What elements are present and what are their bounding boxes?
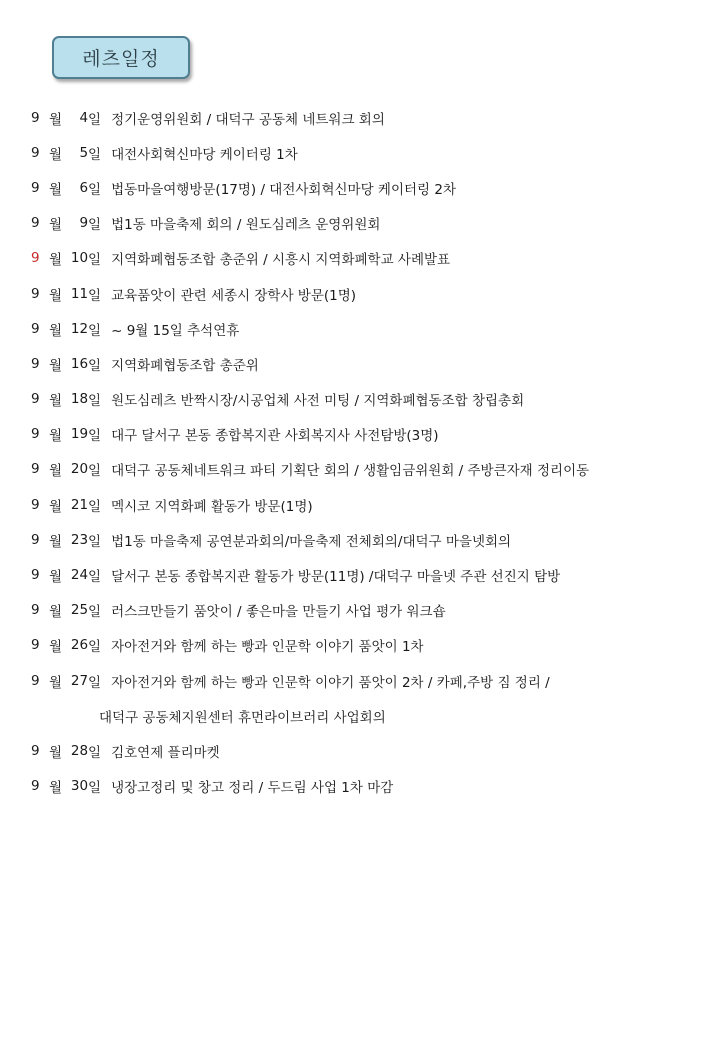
row-content: 원도심레츠 반짝시장/시공업체 사전 미팅 / 지역화폐협동조합 창립총회 [111,393,525,410]
day-unit: 일 [88,322,102,339]
row-month: 9 [31,320,40,337]
row-day: 21 [70,496,89,513]
row-month: 9 [31,531,40,548]
row-content: 정기운영위원회 / 대덕구 공동체 네트워크 회의 [111,111,385,128]
day-unit: 일 [88,744,102,761]
row-day: 28 [70,742,89,759]
month-unit: 월 [49,428,63,445]
schedule-row [31,135,701,170]
schedule-row [31,311,701,346]
row-month: 9 [31,778,40,795]
month-unit: 월 [49,393,63,410]
title-badge [52,36,190,79]
schedule-row [31,346,701,381]
row-day: 24 [70,567,89,584]
day-unit: 일 [88,533,102,550]
day-unit: 일 [88,780,102,797]
row-content: 대덕구 공동체네트워크 파티 기획단 회의 / 생활임금위원회 / 주방큰자재 정리이동 [111,463,590,480]
row-content: 법동마을여행방문(17명) / 대전사회혁신마당 케이터링 2차 [111,181,457,198]
month-unit: 월 [49,463,63,480]
row-content: 자아전거와 함께 하는 빵과 인문학 이야기 품앗이 2차 / 카페,주방 짐 정리 / [111,674,550,691]
month-unit: 월 [49,111,63,128]
day-unit: 일 [88,498,102,515]
month-unit: 월 [49,639,63,656]
day-unit: 일 [88,111,102,128]
row-month: 9 [31,637,40,654]
schedule-row [31,522,701,557]
schedule-row [31,170,701,205]
day-unit: 일 [88,393,102,410]
row-day: 11 [70,285,89,302]
schedule-row-continuation [31,698,701,733]
row-content: 자아전거와 함께 하는 빵과 인문학 이야기 품앗이 1차 [111,639,424,656]
month-unit: 월 [49,252,63,269]
day-unit: 일 [88,252,102,269]
row-month: 9 [31,215,40,232]
day-unit: 일 [88,604,102,621]
schedule-list [31,100,701,804]
month-unit: 월 [49,604,63,621]
row-content: 대덕구 공동체지원센터 휴먼라이브러리 사업회의 [99,709,386,726]
row-day: 18 [70,391,89,408]
schedule-row [31,628,701,663]
row-month: 9 [31,285,40,302]
row-day: 10 [70,250,89,267]
month-unit: 월 [49,217,63,234]
month-unit: 월 [49,569,63,586]
row-month: 9 [31,144,40,161]
month-unit: 월 [49,357,63,374]
day-unit: 일 [88,569,102,586]
schedule-row [31,100,701,135]
schedule-row [31,452,701,487]
row-month: 9 [31,461,40,478]
month-unit: 월 [49,780,63,797]
row-day: 20 [70,461,89,478]
month-unit: 월 [49,146,63,163]
day-unit: 일 [88,217,102,234]
month-unit: 월 [49,533,63,550]
day-unit: 일 [88,428,102,445]
schedule-row [31,769,701,804]
row-month: 9 [31,179,40,196]
row-day: 6 [79,179,89,196]
row-day: 30 [70,778,89,795]
day-unit: 일 [88,181,102,198]
schedule-row [31,733,701,768]
month-unit: 월 [49,322,63,339]
schedule-row [31,382,701,417]
month-unit: 월 [49,744,63,761]
row-content: 지역화폐협동조합 총준위 / 시흥시 지역화폐학교 사례발표 [111,252,451,269]
schedule-row [31,557,701,592]
row-content: 멕시코 지역화폐 활동가 방문(1명) [111,498,313,515]
month-unit: 월 [49,181,63,198]
row-month: 9 [31,742,40,759]
row-month: 9 [31,391,40,408]
row-content: ~ 9월 15일 추석연휴 [111,322,240,339]
row-content: 교육품앗이 관련 세종시 장학사 방문(1명) [111,287,357,304]
row-day: 16 [70,355,89,372]
month-unit: 월 [49,498,63,515]
row-day: 25 [70,602,89,619]
day-unit: 일 [88,146,102,163]
day-unit: 일 [88,287,102,304]
row-day: 9 [79,215,89,232]
row-month: 9 [31,355,40,372]
row-content: 지역화폐협동조합 총준위 [111,357,259,374]
row-month: 9 [31,567,40,584]
day-unit: 일 [88,674,102,691]
row-content: 러스크만들기 품앗이 / 좋은마을 만들기 사업 평가 워크숍 [111,604,446,621]
row-month: 9 [31,496,40,513]
row-content: 냉장고정리 및 창고 정리 / 두드림 사업 1차 마감 [111,780,394,797]
row-month: 9 [31,426,40,443]
row-day: 4 [79,109,89,126]
schedule-row [31,417,701,452]
row-month: 9 [31,672,40,689]
row-day: 19 [70,426,89,443]
day-unit: 일 [88,639,102,656]
schedule-row [31,593,701,628]
row-day: 5 [79,144,89,161]
row-content: 달서구 본동 종합복지관 활동가 방문(11명) /대덕구 마을넷 주관 선진지 탐방 [111,569,561,586]
row-day: 26 [70,637,89,654]
row-content: 대전사회혁신마당 케이터링 1차 [111,146,298,163]
row-content: 법1동 마을축제 회의 / 원도심레츠 운영위원회 [111,217,381,234]
month-unit: 월 [49,287,63,304]
schedule-row [31,663,701,698]
row-content: 김호연제 플리마켓 [111,744,220,761]
row-month: 9 [31,250,40,267]
row-month: 9 [31,109,40,126]
schedule-row [31,276,701,311]
row-content: 법1동 마을축제 공연분과회의/마을축제 전체회의/대덕구 마을넷회의 [111,533,512,550]
schedule-row [31,206,701,241]
row-day: 12 [70,320,89,337]
schedule-row [31,241,701,276]
row-day: 27 [70,672,89,689]
row-content: 대구 달서구 본동 종합복지관 사회복지사 사전탐방(3명) [111,428,439,445]
month-unit: 월 [49,674,63,691]
day-unit: 일 [88,463,102,480]
row-day: 23 [70,531,89,548]
row-month: 9 [31,602,40,619]
day-unit: 일 [88,357,102,374]
schedule-row [31,487,701,522]
page-title: 레츠일정 [82,48,160,70]
